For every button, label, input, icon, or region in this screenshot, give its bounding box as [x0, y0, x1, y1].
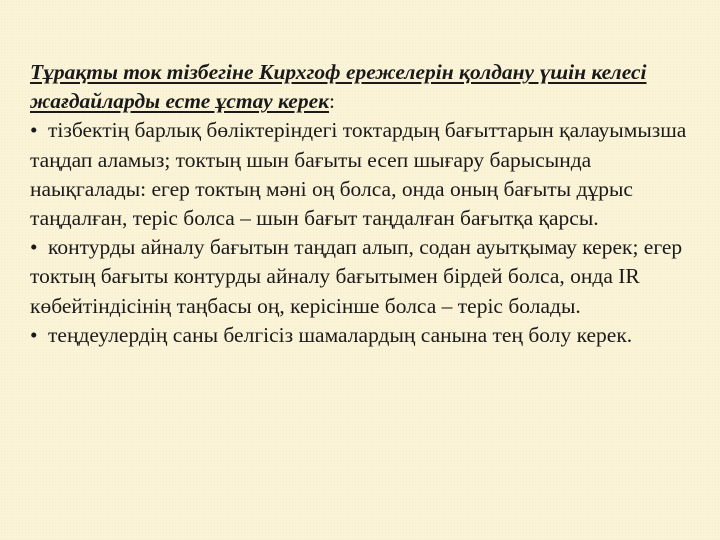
heading-line [30, 58, 710, 116]
slide-content [30, 58, 710, 350]
bullet-marker: • [30, 118, 38, 143]
bullet-marker: • [30, 322, 38, 347]
bullet-item-1 [30, 116, 710, 233]
bullet-marker: • [30, 235, 38, 260]
slide-heading: Тұрақты ток тізбегіне Кирхгоф ережелерін қолдану үшін келесі жағдайларды есте ұстау керек [30, 60, 647, 114]
bullet-item-2 [30, 233, 710, 321]
bullet-text: тізбектің барлық бөліктеріндегі токтардың бағыттарын қалауымызша таңдап аламыз; токтың шын бағыты есеп шығару барысында наықгалады: егер токтың мәні оң болса, онда оның бағыты дұрыс таңдалған, теріс болса – шын бағыт таңдалған бағытқа қарсы. [30, 118, 687, 231]
bullet-text: теңдеулердің саны белгісіз шамалардың санына тең болу керек. [48, 322, 633, 347]
bullet-item-3 [30, 321, 710, 350]
heading-colon: : [329, 89, 335, 114]
bullet-text: контурды айналу бағытын таңдап алып, содан ауытқымау керек; егер токтың бағыты контурды айналу бағытымен бірдей болса, онда IR көбейтіндісінің таңбасы оң, керісінше болса – теріс болады. [30, 235, 683, 318]
